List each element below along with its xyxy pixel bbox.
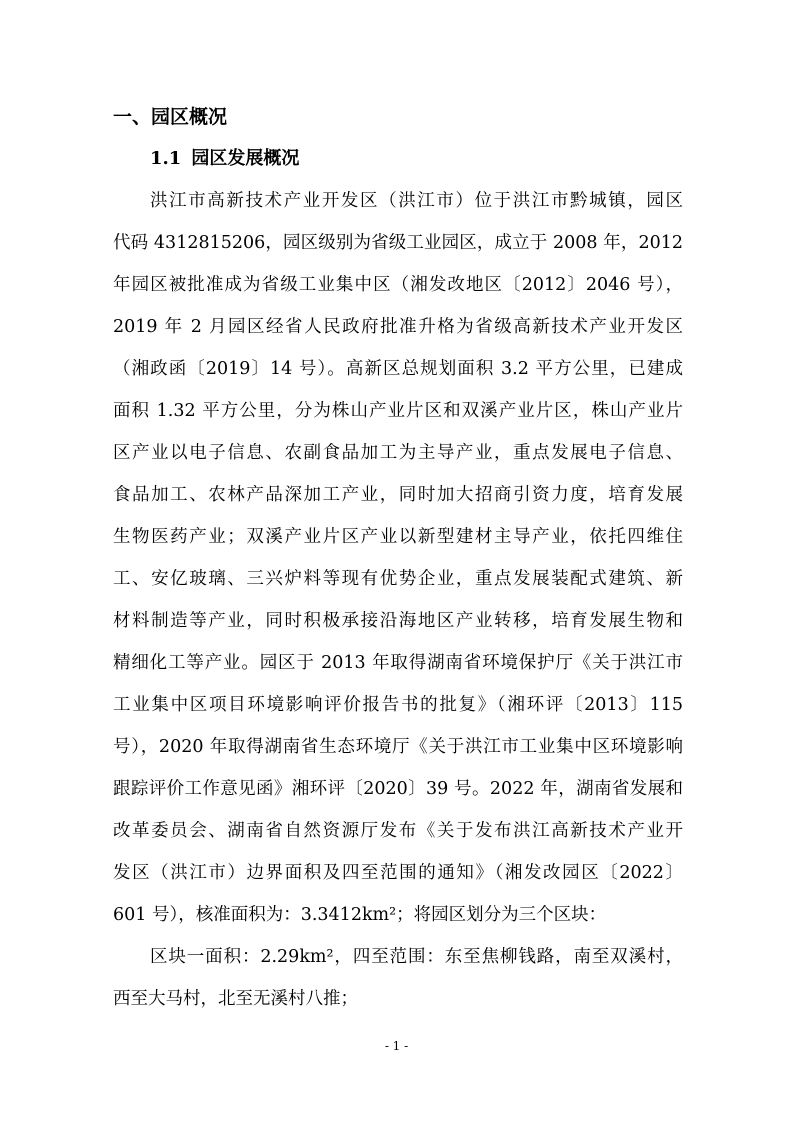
paragraph-line: 精细化工等产业。园区于 2013 年取得湖南省环境保护厅《关于洪江市: [113, 653, 683, 673]
paragraph-line: 材料制造等产业，同时积极承接沿海地区产业转移，培育发展生物和: [113, 611, 683, 631]
subsection-number: 1.1: [150, 148, 182, 169]
paragraph-line: 发区（洪江市）边界面积及四至范围的通知》（湘发改园区〔2022〕: [113, 863, 683, 883]
paragraph-line: 601 号），核准面积为：3.3412km²；将园区划分为三个区块：: [113, 905, 607, 925]
subsection-title: 园区发展概况: [191, 148, 300, 169]
paragraph-line: 洪江市高新技术产业开发区（洪江市）位于洪江市黔城镇，园区: [150, 191, 683, 211]
subsection-heading: [150, 145, 299, 173]
paragraph-line: 号），2020 年取得湖南省生态环境厅《关于洪江市工业集中区环境影响: [113, 737, 683, 757]
page-number: - 1 -: [384, 1039, 409, 1053]
paragraph-line: 年园区被批准成为省级工业集中区（湘发改地区〔2012〕2046 号），: [113, 275, 683, 295]
paragraph-line: 面积 1.32 平方公里，分为株山产业片区和双溪产业片区，株山产业片: [113, 401, 683, 421]
section-heading: 一、园区概况: [113, 106, 228, 128]
paragraph-line: （湘政函〔2019〕14 号）。高新区总规划面积 3.2 平方公里，已建成: [113, 359, 683, 379]
paragraph-line: 改革委员会、湖南省自然资源厅发布《关于发布洪江高新技术产业开: [113, 821, 683, 841]
paragraph-line: 工、安亿玻璃、三兴炉料等现有优势企业，重点发展装配式建筑、新: [113, 569, 683, 589]
paragraph-line: 2019 年 2 月园区经省人民政府批准升格为省级高新技术产业开发区: [113, 317, 683, 337]
paragraph-line: 区块一面积：2.29km²，四至范围：东至焦柳钱路，南至双溪村，: [150, 947, 683, 967]
paragraph-line: 跟踪评价工作意见函》湘环评〔2020〕39 号。2022 年，湖南省发展和: [113, 779, 683, 799]
paragraph-line: 西至大马村，北至无溪村八推；: [113, 989, 358, 1009]
paragraph-line: 代码 4312815206，园区级别为省级工业园区，成立于 2008 年，2012: [113, 233, 683, 253]
paragraph-line: 区产业以电子信息、农副食品加工为主导产业，重点发展电子信息、: [113, 443, 683, 463]
paragraph-line: 工业集中区项目环境影响评价报告书的批复》（湘环评〔2013〕115: [113, 695, 683, 715]
paragraph-line: 食品加工、农林产品深加工产业，同时加大招商引资力度，培育发展: [113, 485, 683, 505]
paragraph-line: 生物医药产业；双溪产业片区产业以新型建材主导产业，依托四维住: [113, 527, 683, 547]
